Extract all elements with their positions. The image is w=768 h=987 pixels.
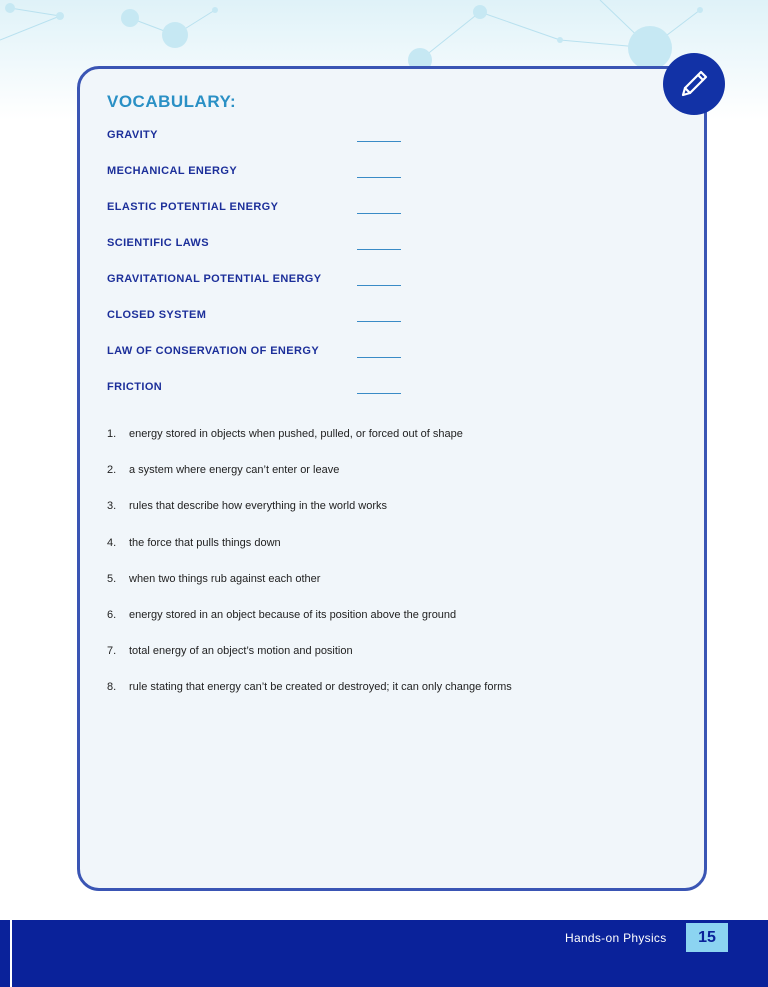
definition-text: energy stored in an object because of its position above the ground	[129, 609, 457, 621]
definition-number: 4.	[107, 537, 117, 549]
definition-item	[107, 681, 667, 697]
definition-number: 6.	[107, 609, 117, 621]
answer-blank[interactable]	[357, 357, 401, 358]
footer-divider	[10, 920, 12, 987]
definition-text: when two things rub against each other	[129, 573, 321, 585]
page-number: 15	[698, 928, 716, 946]
page-number-box	[686, 923, 728, 952]
pencil-badge	[663, 53, 725, 115]
definition-text: a system where energy can’t enter or leave	[129, 464, 340, 476]
answer-blank[interactable]	[357, 321, 401, 322]
vocab-term-row	[107, 381, 407, 401]
definition-item	[107, 428, 667, 444]
definition-item	[107, 537, 667, 553]
definition-item	[107, 609, 667, 625]
vocab-term-row	[107, 165, 407, 185]
definition-number: 7.	[107, 645, 117, 657]
vocab-term: CLOSED SYSTEM	[107, 309, 207, 321]
definition-item	[107, 500, 667, 516]
vocab-term-row	[107, 273, 407, 293]
vocab-term: LAW OF CONSERVATION OF ENERGY	[107, 345, 320, 357]
definition-number: 3.	[107, 500, 117, 512]
vocab-term-row	[107, 309, 407, 329]
answer-blank[interactable]	[357, 393, 401, 394]
vocab-term-row	[107, 201, 407, 221]
book-title: Hands-on Physics	[565, 931, 667, 945]
definition-number: 1.	[107, 428, 117, 440]
vocab-term-row	[107, 129, 407, 149]
definition-text: rules that describe how everything in the world works	[129, 500, 388, 512]
vocab-term: SCIENTIFIC LAWS	[107, 237, 209, 249]
vocab-term: GRAVITATIONAL POTENTIAL ENERGY	[107, 273, 322, 285]
definition-text: rule stating that energy can’t be created or destroyed; it can only change forms	[129, 681, 512, 693]
definition-item	[107, 573, 667, 589]
vocab-term-row	[107, 345, 407, 365]
vocab-term-row	[107, 237, 407, 257]
answer-blank[interactable]	[357, 285, 401, 286]
definition-text: total energy of an object’s motion and position	[129, 645, 353, 657]
answer-blank[interactable]	[357, 249, 401, 250]
vocab-term: MECHANICAL ENERGY	[107, 165, 238, 177]
definition-item	[107, 464, 667, 480]
vocab-term: GRAVITY	[107, 129, 158, 141]
answer-blank[interactable]	[357, 141, 401, 142]
vocab-term: FRICTION	[107, 381, 163, 393]
definition-number: 2.	[107, 464, 117, 476]
answer-blank[interactable]	[357, 177, 401, 178]
pencil-icon	[674, 64, 714, 104]
definition-number: 5.	[107, 573, 117, 585]
vocab-term: ELASTIC POTENTIAL ENERGY	[107, 201, 279, 213]
definition-item	[107, 645, 667, 661]
definition-number: 8.	[107, 681, 117, 693]
vocabulary-heading: VOCABULARY:	[107, 92, 237, 111]
definition-text: energy stored in objects when pushed, pulled, or forced out of shape	[129, 428, 463, 440]
definition-text: the force that pulls things down	[129, 537, 281, 549]
answer-blank[interactable]	[357, 213, 401, 214]
